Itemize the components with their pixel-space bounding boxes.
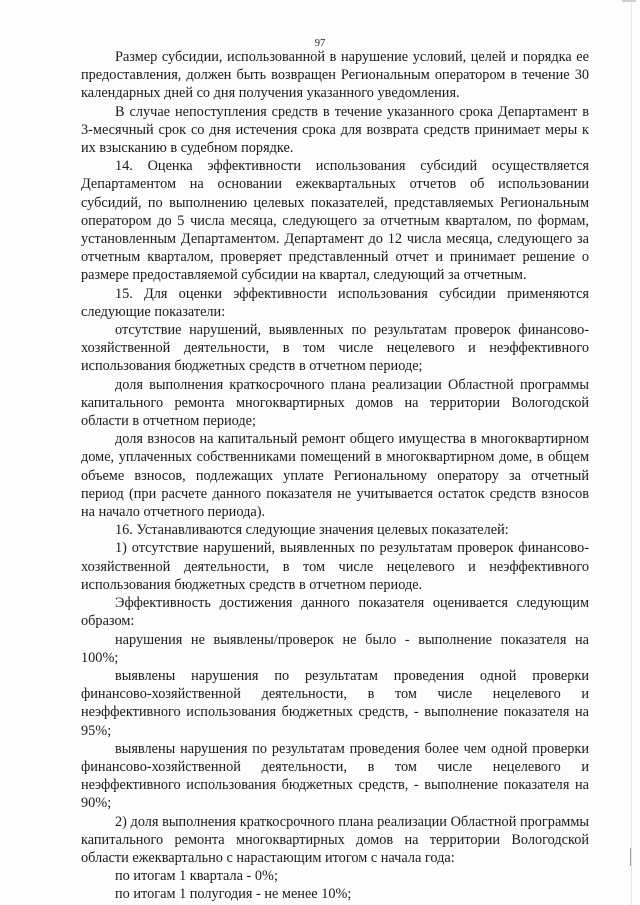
paragraph-14-efficiency-assessment: 14. Оценка эффективности использования субсидий осуществляется Департаментом на основании ежеквартальных отчетов об использовании субсидий, по выполнению целевых показателей, представляемых Региональным оператором до 5 числа месяца, следующего за отчетным кварталом, по формам, установленным Департаментом. Департамент до 12 числа месяца, следующего за отчетным кварталом, проверяет представленный отчет и принимает решение о размере предоставляемой субсидии на квартал, следующий за отчетным.: [81, 158, 589, 284]
paragraph-15-indicators-intro: 15. Для оценки эффективности использования субсидии применяются следующие показатели:: [81, 285, 589, 320]
scan-corner-mark: [622, 0, 636, 2]
paragraph-subsidy-return: Размер субсидии, использованной в нарушение условий, целей и порядка ее предоставления, должен быть возвращен Региональным оператором в течение 30 календарных дней со дня получения указанного уведомления.: [81, 49, 589, 102]
paragraph-indicator-contributions-share: доля взносов на капитальный ремонт общего имущества в многоквартирном доме, уплаченных собственниками помещений в многоквартирном доме, в общем объеме взносов, подлежащих уплате Региональному оператору за отчетный период (при расчете данного показателя не учитывается остаток средств взносов на начало отчетного периода).: [81, 431, 589, 521]
paragraph-16-target-values: 16. Устанавливаются следующие значения целевых показателей:: [115, 522, 509, 539]
paragraph-score-90: выявлены нарушения по результатам проведения более чем одной проверки финансово-хозяйственной деятельности, в том числе нецелевого и неэффективного использования бюджетных средств, - выполнение показателя на 90%;: [81, 740, 589, 812]
page-number: 97: [314, 38, 326, 49]
paragraph-score-95: выявлены нарушения по результатам проведения одной проверки финансово-хозяйственной деятельности, в том числе нецелевого и неэффективного использования бюджетных средств, - выполнение показателя на 95%;: [81, 667, 589, 739]
scan-margin-mark: [630, 848, 631, 866]
paragraph-efficiency-evaluation: Эффективность достижения данного показателя оценивается следующим образом:: [81, 595, 589, 630]
scan-edge-line: [631, 0, 632, 905]
paragraph-court-recovery: В случае непоступления средств в течение указанного срока Департамент в 3-месячный срок со дня истечения срока для возврата средств принимает меры к их взысканию в судебном порядке.: [81, 103, 589, 157]
paragraph-indicator-no-violations: отсутствие нарушений, выявленных по результатам проверок финансово-хозяйственной деятельности, в том числе нецелевого и неэффективного использования бюджетных средств в отчетном периоде;: [81, 322, 589, 375]
paragraph-h1-result: по итогам 1 полугодия - не менее 10%;: [115, 886, 352, 903]
document-body: [81, 48, 589, 904]
paragraph-target-1: 1) отсутствие нарушений, выявленных по результатам проверок финансово-хозяйственной деятельности, в том числе нецелевого и неэффективного использования бюджетных средств в отчетном периоде.: [81, 540, 589, 593]
paragraph-target-2: 2) доля выполнения краткосрочного плана реализации Областной программы капитального ремонта многоквартирных домов на территории Вологодской области ежеквартально с нарастающим итогом с начала года:: [81, 813, 589, 866]
paragraph-score-100: нарушения не выявлены/проверок не было - выполнение показателя на 100%;: [81, 631, 589, 666]
paragraph-q1-result: по итогам 1 квартала - 0%;: [115, 868, 278, 885]
paragraph-indicator-plan-share: доля выполнения краткосрочного плана реализации Областной программы капитального ремонта многоквартирных домов на территории Вологодской области в отчетном периоде;: [81, 376, 589, 430]
